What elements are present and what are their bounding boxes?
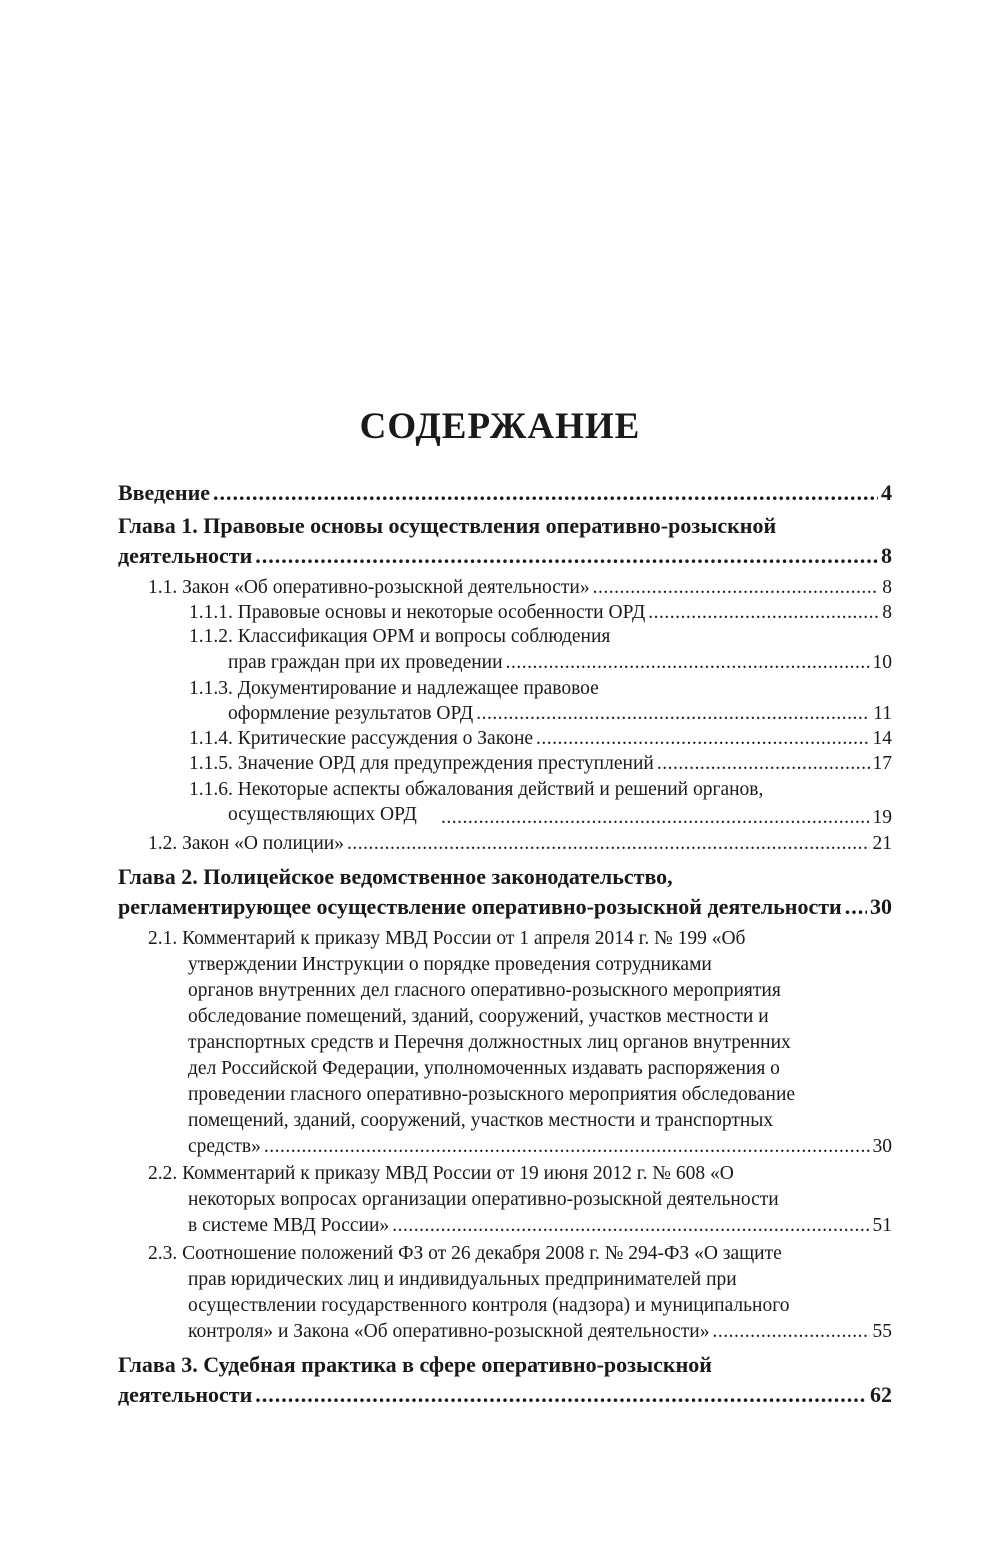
toc-section-1-2[interactable] [148, 829, 892, 859]
dot-leader [712, 1317, 869, 1347]
toc-section-2-1-line-8[interactable]: помещений, зданий, сооружений, участков местности и транспортных [188, 1110, 774, 1131]
toc-chapter-1-line-1[interactable]: Глава 1. Правовые основы осуществления оперативно-розыскной [118, 513, 777, 538]
toc-page-number: 30 [870, 894, 892, 919]
toc-section-2-3[interactable] [188, 1317, 892, 1347]
toc-page-number: 14 [872, 728, 892, 749]
toc-section-2-3-line-2[interactable]: прав юридических лиц и индивидуальных предпринимателей при [188, 1269, 737, 1290]
toc-entry-title: деятельности [118, 543, 253, 568]
toc-entry-title: 1.1.1. Правовые основы и некоторые особенности ОРД [189, 602, 646, 623]
toc-chapter-3-line-1[interactable]: Глава 3. Судебная практика в сфере оперативно-розыскной [118, 1352, 712, 1377]
toc-page-number: 62 [870, 1382, 892, 1407]
toc-entry-title: Введение [118, 480, 211, 505]
toc-section-2-1-line-2[interactable]: утверждении Инструкции о порядке проведения сотрудниками [188, 954, 712, 975]
toc-entry-title: 1.1.4. Критические рассуждения о Законе [189, 728, 534, 749]
dot-leader [845, 892, 867, 922]
toc-entry-title: в системе МВД России» [188, 1215, 390, 1236]
toc-section-1-1-6-line-1[interactable]: 1.1.6. Некоторые аспекты обжалования действий и решений органов, [189, 779, 764, 800]
toc-section-2-3-line-3[interactable]: осуществлении государственного контроля (надзора) и муниципального [188, 1295, 790, 1316]
toc-chapter-1[interactable] [118, 541, 892, 571]
toc-entry-title: регламентирующее осуществление оперативно-розыскной деятельности [118, 894, 842, 919]
toc-page-number: 55 [872, 1321, 892, 1342]
toc-chapter-2[interactable] [118, 892, 892, 922]
toc-section-2-1-line-6[interactable]: дел Российской Федерации, уполномоченных издавать распоряжения о [188, 1058, 780, 1079]
dot-leader [255, 1380, 867, 1410]
toc-entry-title: 1.1.5. Значение ОРД для предупреждения преступлений [189, 753, 654, 774]
toc-page-number: 30 [872, 1136, 892, 1157]
page-title: СОДЕРЖАНИЕ [359, 406, 641, 447]
dot-leader [255, 541, 878, 571]
toc-section-2-1-line-7[interactable]: проведении гласного оперативно-розыскного мероприятия обследование [188, 1084, 796, 1105]
toc-entry-title: прав граждан при их проведении [228, 652, 503, 673]
toc-page-number: 17 [872, 753, 892, 774]
toc-entry-title: контроля» и Закона «Об оперативно-розыскной деятельности» [188, 1321, 710, 1342]
toc-section-2-1-line-3[interactable]: органов внутренних дел гласного оперативно-розыскного мероприятия [188, 980, 781, 1001]
toc-entry-title: деятельности [118, 1382, 253, 1407]
dot-leader [347, 829, 870, 859]
toc-section-2-1-line-5[interactable]: транспортных средств и Перечня должностных лиц органов внутренних [188, 1032, 791, 1053]
toc-page-number: 8 [881, 543, 892, 568]
toc-section-1-1-3-line-1[interactable]: 1.1.3. Документирование и надлежащее правовое [189, 678, 599, 699]
toc-section-2-2-line-2[interactable]: некоторых вопросах организации оперативно-розыскной деятельности [188, 1189, 779, 1210]
toc-page-number: 4 [881, 480, 892, 505]
toc-chapter-2-line-1[interactable]: Глава 2. Полицейское ведомственное законодательство, [118, 864, 673, 889]
toc-page-number: 21 [872, 833, 892, 854]
toc-entry-title: 1.2. Закон «О полиции» [148, 833, 344, 854]
toc-page-number: 8 [882, 602, 892, 623]
toc-page-number: 51 [872, 1215, 892, 1236]
dot-leader [264, 1132, 870, 1162]
toc-page-number: 10 [872, 652, 892, 673]
toc-section-2-2[interactable] [188, 1211, 892, 1241]
toc-section-1-1-6-line-2[interactable]: осуществляющих ОРД [228, 804, 417, 825]
toc-page-number: 11 [873, 703, 892, 724]
toc-chapter-3[interactable] [118, 1380, 892, 1410]
toc-entry-title: оформление результатов ОРД [228, 703, 474, 724]
toc-section-1-1-2-line-1[interactable]: 1.1.2. Классификация ОРМ и вопросы соблюдения [189, 626, 611, 647]
toc-section-2-1-line-4[interactable]: обследование помещений, зданий, сооружений, участков местности и [188, 1006, 769, 1027]
toc-entry-title: 1.1. Закон «Об оперативно-розыскной деятельности» [148, 577, 590, 598]
toc-page-number: 19 [872, 807, 892, 828]
toc-section-2-1-line-1[interactable]: 2.1. Комментарий к приказу МВД России от 1 апреля 2014 г. № 199 «Об [148, 928, 746, 949]
dot-leader [392, 1211, 869, 1241]
dot-leader [213, 478, 878, 508]
toc-entry-intro[interactable] [118, 478, 892, 508]
toc-section-2-2-line-1[interactable]: 2.2. Комментарий к приказу МВД России от 19 июня 2012 г. № 608 «О [148, 1163, 734, 1184]
toc-section-2-3-line-1[interactable]: 2.3. Соотношение положений ФЗ от 26 декабря 2008 г. № 294-ФЗ «О защите [148, 1243, 782, 1264]
toc-page-number: 8 [882, 577, 892, 598]
toc-entry-title: средств» [188, 1136, 261, 1157]
toc-section-2-1[interactable] [188, 1132, 892, 1162]
